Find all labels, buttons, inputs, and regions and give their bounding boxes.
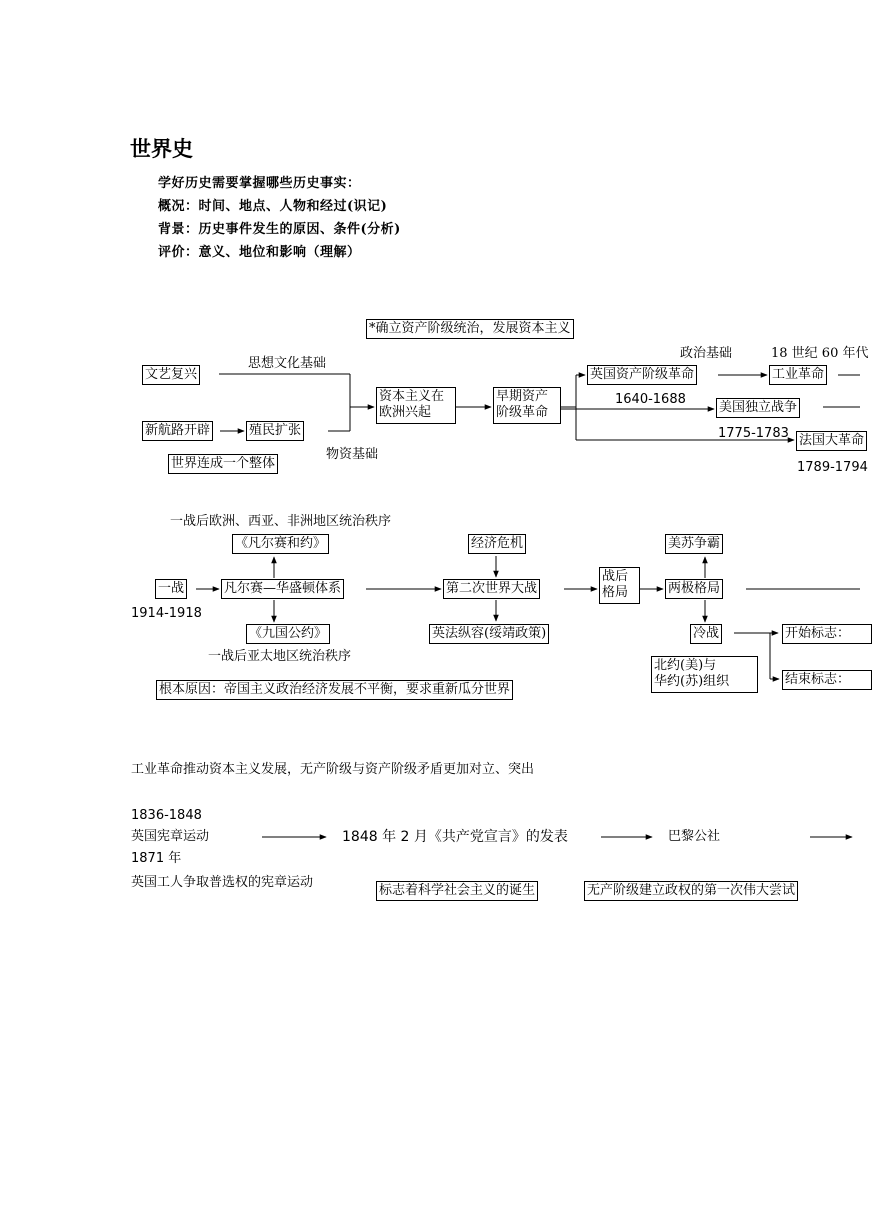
eighteenth-century-label: 18 世纪 60 年代 (771, 346, 869, 361)
top-note-box: *确立资产阶级统治，发展资本主义 (366, 319, 574, 339)
intro-line-2: 概况：时间、地点、人物和经过(识记) (158, 199, 388, 214)
early-revolution-line-2: 阶级革命 (496, 405, 549, 421)
wwi-date-label: 1914-1918 (131, 606, 202, 621)
colonial-expansion-box: 殖民扩张 (246, 421, 304, 441)
intro-line-4: 评价：意义、地位和影响（理解） (158, 245, 361, 260)
manifesto-description-box: 标志着科学社会主义的诞生 (376, 881, 538, 901)
capitalism-rise-line-2: 欧洲兴起 (379, 405, 432, 421)
cold-war-box: 冷战 (690, 624, 722, 644)
start-sign-box: 开始标志： (782, 624, 872, 644)
nato-warsaw-line-1: 北约(美)与 (654, 658, 717, 673)
early-revolution-line-1: 早期资产 (496, 389, 549, 404)
postwar-line-2: 格局 (602, 585, 629, 601)
root-cause-box: 根本原因：帝国主义政治经济发展不平衡，要求重新瓜分世界 (156, 680, 513, 700)
commune-description-box: 无产阶级建立政权的第一次伟大尝试 (584, 881, 798, 901)
appeasement-box: 英法纵容(绥靖政策) (429, 624, 549, 644)
capitalism-rise-box (376, 387, 456, 424)
chartist-movement-label: 英国宪章运动 (131, 829, 210, 844)
renaissance-box: 文艺复兴 (142, 365, 200, 385)
page-title: 世界史 (130, 136, 193, 161)
material-basis-label: 物资基础 (326, 447, 379, 462)
chartist-description: 英国工人争取普选权的宪章运动 (131, 875, 314, 890)
early-revolution-box (493, 387, 561, 424)
wwii-box: 第二次世界大战 (443, 579, 540, 599)
end-sign-box: 结束标志： (782, 670, 872, 690)
manifesto-label: 1848 年 2 月《共产党宣言》的发表 (342, 829, 568, 845)
nine-power-treaty-box: 《九国公约》 (246, 624, 330, 644)
intro-line-3: 背景：历史事件发生的原因、条件(分析) (158, 222, 401, 237)
french-revolution-box: 法国大革命 (796, 431, 867, 451)
order-europe-label: 一战后欧洲、西亚、非洲地区统治秩序 (170, 514, 392, 529)
us-ussr-rivalry-box: 美苏争霸 (665, 534, 723, 554)
industrial-revolution-box: 工业革命 (769, 365, 827, 385)
paris-commune-label: 巴黎公社 (668, 829, 721, 844)
bipolar-structure-box: 两极格局 (665, 579, 723, 599)
world-whole-box: 世界连成一个整体 (168, 454, 278, 474)
date-1836-label: 1836-1848 (131, 808, 202, 823)
labor-intro-line: 工业革命推动资本主义发展，无产阶级与资产阶级矛盾更加对立、突出 (131, 762, 535, 777)
date-1775-label: 1775-1783 (718, 426, 789, 441)
wwi-box: 一战 (155, 579, 187, 599)
date-1789-label: 1789-1794 (797, 460, 868, 475)
intro-line-1: 学好历史需要掌握哪些历史事实： (158, 176, 361, 191)
thought-basis-label: 思想文化基础 (248, 356, 327, 371)
versailles-treaty-box: 《凡尔赛和约》 (232, 534, 329, 554)
nato-warsaw-box (651, 656, 758, 693)
economic-crisis-box: 经济危机 (468, 534, 526, 554)
nato-warsaw-line-2: 华约(苏)组织 (654, 674, 730, 690)
american-war-box: 美国独立战争 (716, 398, 800, 418)
english-revolution-box: 英国资产阶级革命 (587, 365, 697, 385)
order-asia-label: 一战后亚太地区统治秩序 (208, 649, 352, 664)
versailles-washington-system-box: 凡尔赛—华盛顿体系 (221, 579, 344, 599)
year-1871-label: 1871 年 (131, 851, 182, 866)
capitalism-rise-line-1: 资本主义在 (379, 389, 445, 404)
postwar-line-1: 战后 (602, 569, 629, 584)
political-basis-label: 政治基础 (680, 346, 733, 361)
date-1640-label: 1640-1688 (615, 392, 686, 407)
postwar-box (599, 567, 640, 604)
new-routes-box: 新航路开辟 (142, 421, 213, 441)
